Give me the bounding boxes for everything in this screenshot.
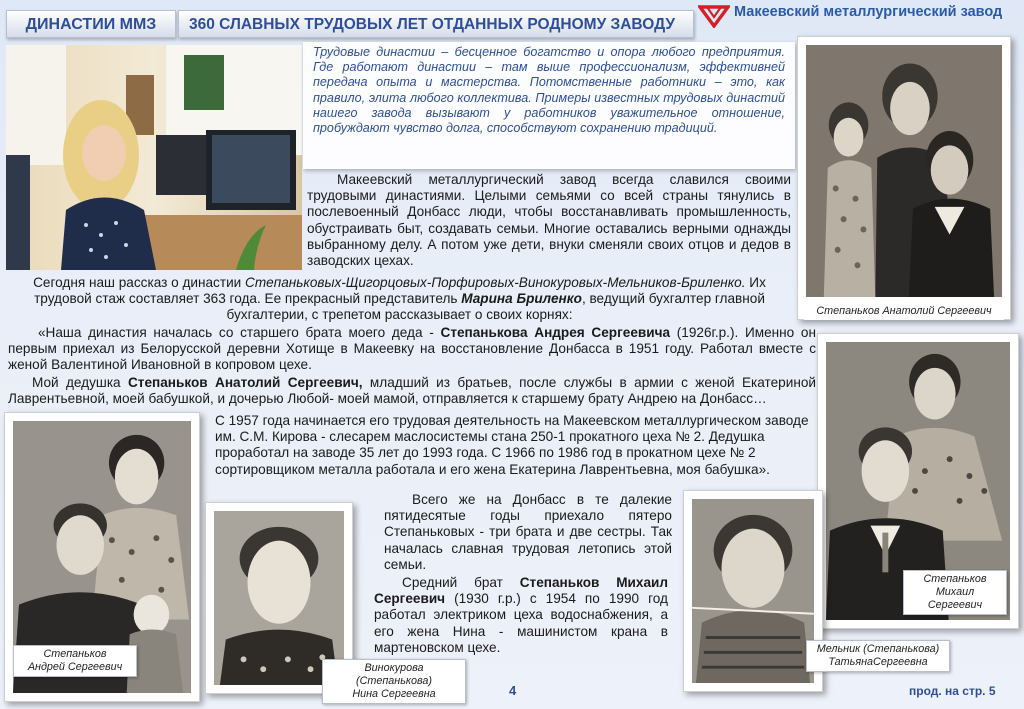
caption-mikhail-line-2: Михаил Сергеевич: [927, 586, 983, 611]
photo-andrey-family: [4, 412, 200, 702]
marina-office-photo: [6, 45, 302, 270]
caption-andrey-line-2: Андрей Сергеевич: [27, 661, 123, 673]
caption-anatoly: Степаньков Анатолий Сергеевич: [804, 303, 1004, 320]
caption-vinokurova: [322, 659, 466, 704]
photo-melnik-tatiana: [683, 490, 823, 692]
caption-andrey-line-1: Степаньков: [43, 648, 107, 660]
caption-vinokurova-line-1: Винокурова (Степанькова): [355, 662, 433, 687]
photo-mikhail-nina: [817, 333, 1019, 629]
paragraph-4: Мой дедушка Степаньков Анатолий Сергеевич, младший из братьев, после службы в армии с женой Екатериной Лаврентьевной, моей бабушкой, и дочерью Любой- моей мамой, отправляется к старшему брату Андрею на Донбасс…: [8, 375, 816, 407]
paragraph-2: Сегодня наш рассказ о династии Степаньковых-Щигорцовых-Порфировых-Винокуровых-Мельников-Бриленко. Их трудовой стаж составляет 363 года. Ее прекрасный представитель Марина Бриленко, ведущий бухгалтер главной бухгалтерии, с трепетом рассказывает о своих корнях:: [33, 275, 766, 323]
caption-melnik: [806, 640, 950, 672]
page-title: 360 СЛАВНЫХ ТРУДОВЫХ ЛЕТ ОТДАННЫХ РОДНОМУ ЗАВОДУ: [178, 10, 694, 38]
intro-quote: Трудовые династии – бесценное богатство и опора любого предприятия. Где работают династии – там выше профессионализм, эффективней передача опыта и мастерства. Потомственные работники – это, как правило, элита любого коллектива. Примеры известных трудовых династий нашего завода вызывают у работников уважительное отношение, пробуждают чувство долга, способствуют сохранению традиций.: [303, 42, 795, 169]
caption-andrey: [13, 645, 137, 677]
paragraph-6: Всего же на Донбасс в те далекие пятидесятые годы приехало пятеро Степаньковых - три брата и две сестры. Так началась славная трудовая летопись этой семьи.: [384, 492, 672, 572]
photo-anatoly-family: [797, 36, 1011, 320]
paragraph-5: С 1957 года начинается его трудовая деятельность на Макеевском металлургическом заводе им. С.М. Кирова - слесарем маслосистемы стана 250-1 прокатного цеха № 2. Дедушка проработал на заводе 35 лет до 1993 года. С 1966 по 1986 год в прокатном цехе № 2 сортировщиком металла работала и его жена Екатерина Лаврентьевна, моя бабушка».: [215, 413, 809, 477]
continued-link[interactable]: прод. на стр. 5: [909, 684, 996, 698]
paragraph-7: Средний брат Степаньков Михаил Сергеевич (1930 г.р.) с 1954 по 1990 год работал электриком цеха водоснабжения, а его жена Нина - машинистом крана в мартеновском цехе.: [374, 575, 668, 655]
paragraph-3: «Наша династия началась со старшего брата моего деда - Степанькова Андрея Сергеевича (1926г.р.). Именно он первым приехал из Белорусской деревни Хотище в Макеевку на восстановление Донбасса в 1951 году. Работал вместе с женой Валентиной Ивановной в копровом цехе.: [8, 325, 816, 373]
caption-mikhail: [903, 570, 1007, 615]
mmz-logo-icon: [698, 4, 730, 28]
caption-mikhail-line-1: Степаньков: [923, 573, 987, 585]
page-number: 4: [509, 683, 517, 698]
caption-melnik-line-1: Мельник (Степанькова): [816, 643, 940, 655]
paragraph-1: Макеевский металлургический завод всегда славился своими трудовыми династиями. Целыми семьями со всей страны тянулись в послевоенный Донбасс люди, чтобы восстанавливать промышленность, обустраивать быт, создавать семьи. Многие оставались верными однажды выбранному делу. А потом уже дети, внуки сменяли своих отцов и дедов в заводских цехах.: [307, 172, 791, 269]
company-name: Макеевский металлургический завод: [734, 4, 1003, 20]
section-tag: ДИНАСТИИ ММЗ: [6, 10, 176, 38]
caption-melnik-line-2: ТатьянаСергеевна: [828, 656, 928, 668]
caption-vinokurova-line-2: Нина Сергеевна: [352, 688, 436, 700]
